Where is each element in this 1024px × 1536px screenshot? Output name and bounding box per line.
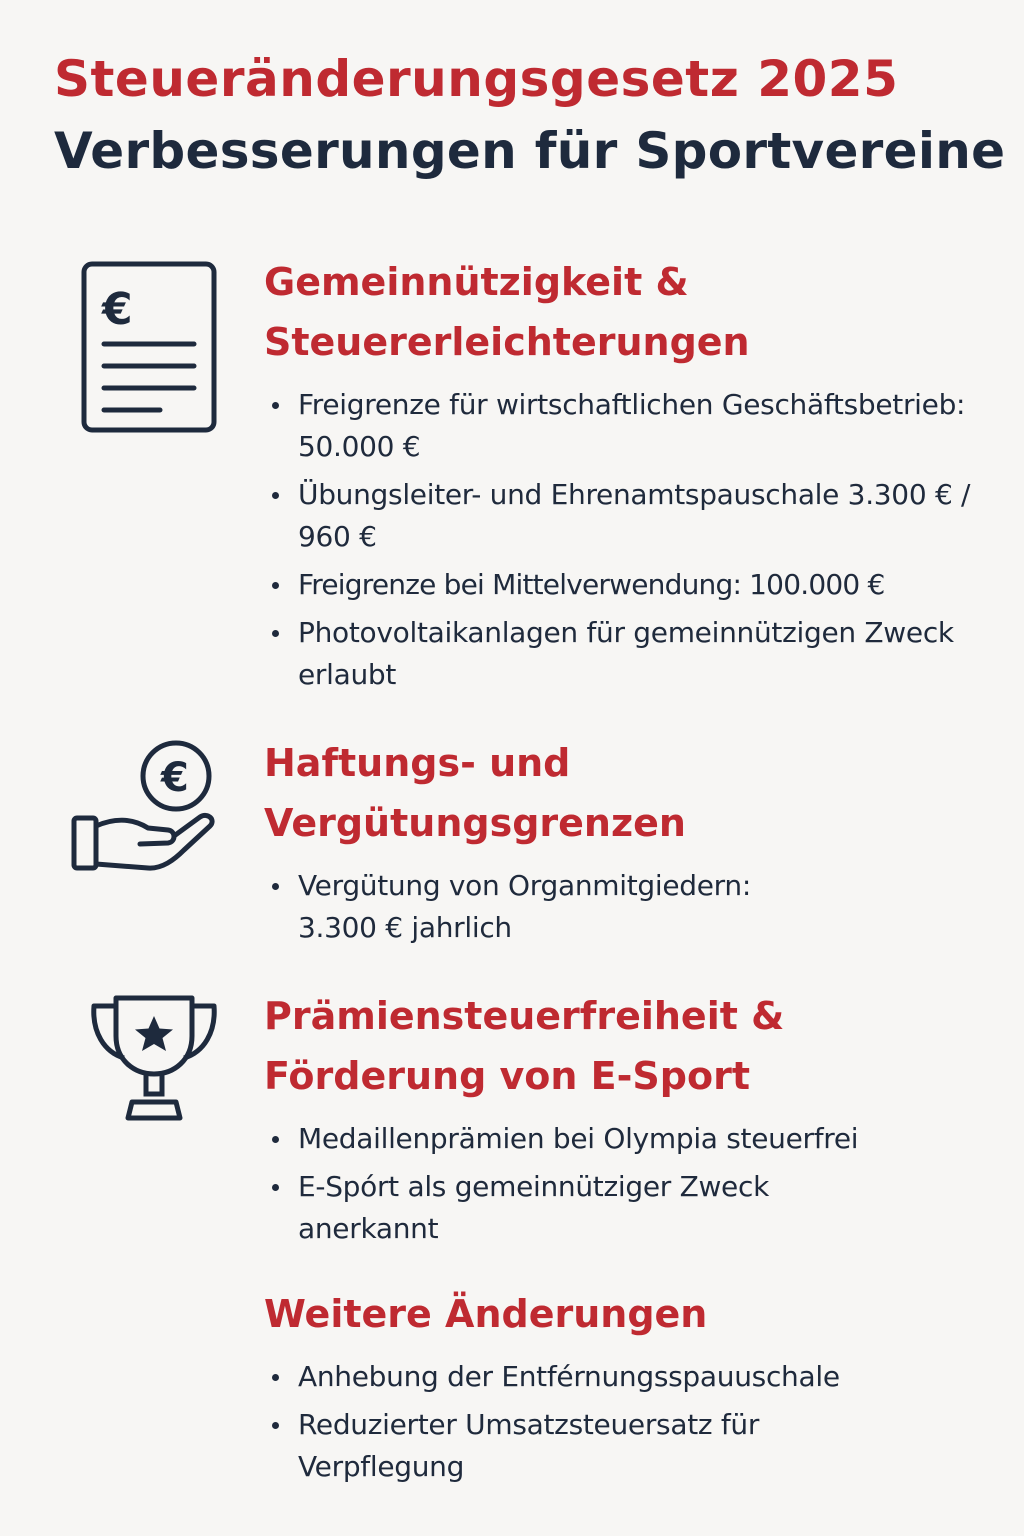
list-item: E-Spórt als gemeinnütziger Zweck anerkannt	[264, 1166, 1004, 1250]
section-haftung-verguetung	[264, 733, 1004, 955]
section-heading-line2: Förderung von E-Sport	[264, 1054, 750, 1098]
bullet-list	[264, 1118, 1004, 1250]
section-heading-line2: Vergütungsgrenzen	[264, 801, 686, 845]
list-item: Medaillenprämien bei Olympia steuerfrei	[264, 1118, 1004, 1160]
bullet-list	[264, 865, 1004, 949]
page-subtitle: Verbesserungen für Sportvereine	[54, 122, 1006, 180]
list-item: Reduzierter Umsatzsteuersatz für Verpflegung	[264, 1404, 1004, 1488]
bullet-list	[264, 1356, 1004, 1488]
list-item: Photovoltaikanlagen für gemeinnützigen Zweck erlaubt	[264, 612, 1004, 696]
section-heading	[264, 733, 1004, 853]
section-weitere-aenderungen	[264, 1284, 1004, 1494]
list-item: Freigrenze bei Mittelverwendung: 100.000 €	[264, 564, 1004, 606]
svg-text:€: €	[102, 284, 133, 335]
section-gemeinnuetzigkeit	[264, 252, 1004, 702]
section-heading	[264, 986, 1004, 1106]
trophy-star-icon	[88, 990, 220, 1126]
svg-text:€: €	[161, 755, 189, 801]
section-praemien-esport	[264, 986, 1004, 1256]
list-item: Anhebung der Entférnungsspauuschale	[264, 1356, 1004, 1398]
euro-document-icon	[80, 260, 220, 436]
section-heading-line1: Gemeinnützigkeit &	[264, 260, 689, 304]
section-heading-line1: Prämiensteuerfreiheit &	[264, 994, 785, 1038]
list-item: Freigrenze für wirtschaftlichen Geschäftsbetrieb: 50.000 €	[264, 384, 1004, 468]
section-heading	[264, 252, 1004, 372]
section-heading: Weitere Änderungen	[264, 1292, 708, 1336]
list-item: Übungsleiter- und Ehrenamtspauschale 3.300 € / 960 €	[264, 474, 1004, 558]
bullet-list	[264, 384, 1004, 696]
page-title: Steueränderungsgesetz 2025	[54, 50, 899, 108]
section-heading-line1: Haftungs- und	[264, 741, 571, 785]
list-item: Vergütung von Organmitgiedern: 3.300 € jahrlich	[264, 865, 1004, 949]
hand-euro-coin-icon	[70, 738, 220, 878]
section-heading-line2: Steuererleichterungen	[264, 320, 750, 364]
